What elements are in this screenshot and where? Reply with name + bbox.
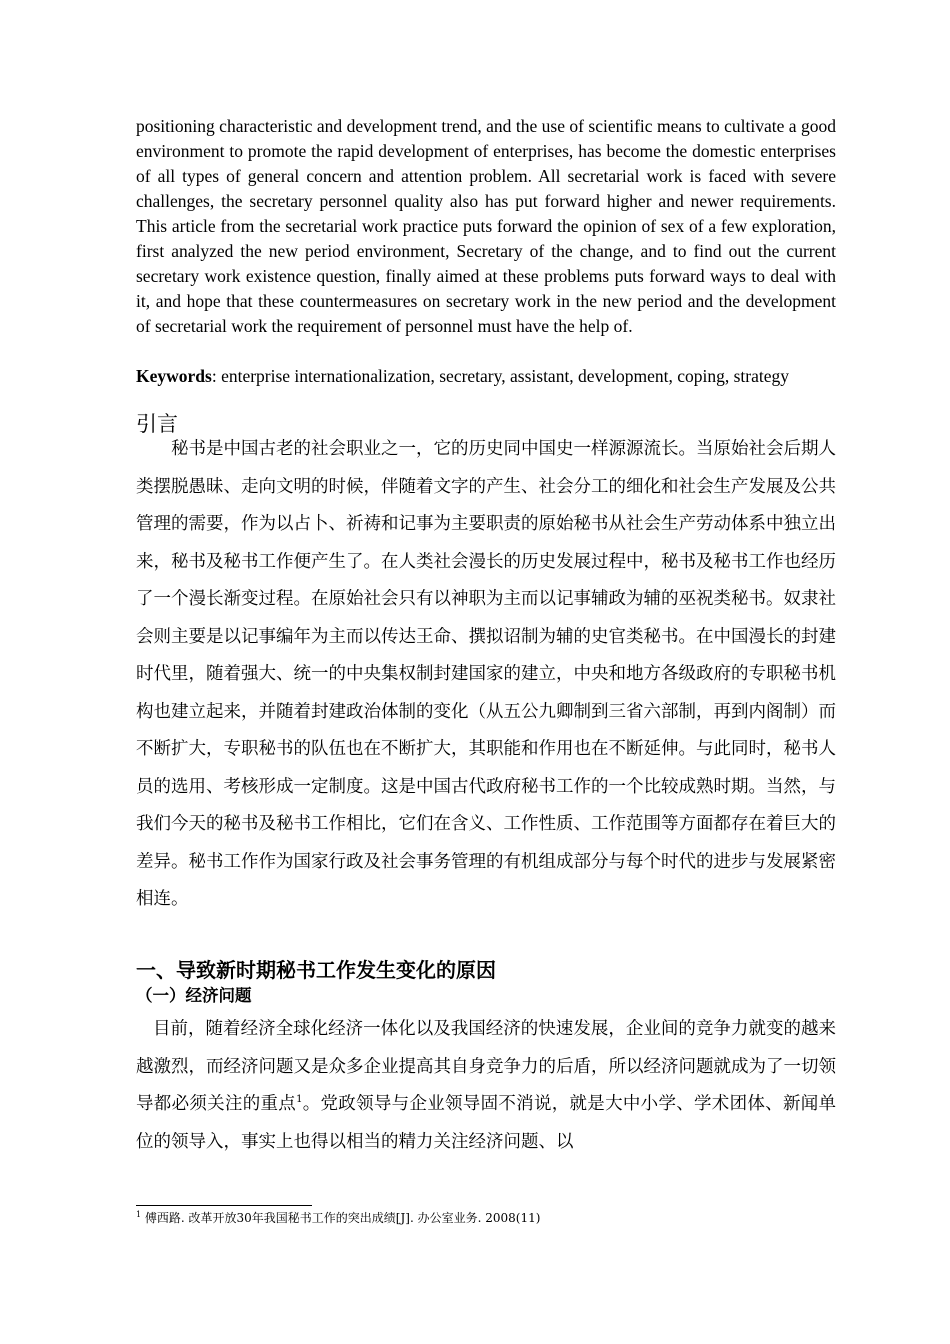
economy-text-after: 。党政领导与企业领导固不消说，就是大中小学、学术团体、新闻单位的领导入，事实上也得以相当的精力关注经济问题、以 — [136, 1094, 837, 1152]
footnote — [136, 1210, 540, 1226]
keywords-text: : enterprise internationalization, secretary, assistant, development, coping, strategy — [211, 366, 789, 386]
keywords-line — [136, 364, 836, 389]
footnote-text: 傅西路. 改革开放30年我国秘书工作的突出成绩[J]. 办公室业务. 2008(11) — [141, 1211, 541, 1225]
keywords-label: Keywords — [136, 366, 212, 386]
abstract-english: positioning characteristic and development trend, and the use of scientific means to cultivate a good environment to promote the rapid development of enterprises, has become the domestic enterprises of all types of general concern and attention problem. All secretarial work is faced with severe challenges, the secretary personnel quality also has put forward higher and newer requirements. This article from the secretarial work practice puts forward the opinion of sex of a few exploration, first analyzed the new period environment, Secretary of the change, and to find out the current secretary work existence question, finally aimed at these problems puts forward ways to deal with it, and hope that these countermeasures on secretary work in the new period and the development of secretarial work the requirement of personnel must have the help of. — [136, 116, 836, 336]
economy-paragraph — [136, 1011, 836, 1161]
footnote-mark: 1 — [136, 1210, 142, 1219]
footnote-separator — [136, 1205, 312, 1206]
economy-text-before: 目前，随着经济全球化经济一体化以及我国经济的快速发展，企业间的竞争力就变的越来越激烈，而经济问题又是众多企业提高其自身竞争力的后盾，所以经济问题就成为了一切领导都必须关注的重点 — [136, 1019, 836, 1114]
footnote-reference[interactable]: 1 — [296, 1094, 303, 1106]
section-heading: 一、导致新时期秘书工作发生变化的原因 — [136, 958, 496, 982]
subsection-heading: （一）经济问题 — [136, 986, 252, 1005]
intro-paragraph: 秘书是中国古老的社会职业之一，它的历史同中国史一样源源流长。当原始社会后期人类摆脱愚昧、走向文明的时候，伴随着文字的产生、社会分工的细化和社会生产发展及公共管理的需要，作为以占卜、祈祷和记事为主要职责的原始秘书从社会生产劳动体系中独立出来，秘书及秘书工作便产生了。在人类社会漫长的历史发展过程中，秘书及秘书工作也经历了一个漫长渐变过程。在原始社会只有以神职为主而以记事辅政为辅的巫祝类秘书。奴隶社会则主要是以记事编年为主而以传达王命、撰拟诏制为辅的史官类秘书。在中国漫长的封建时代里，随着强大、统一的中央集权制封建国家的建立，中央和地方各级政府的专职秘书机构也建立起来，并随着封建政治体制的变化（从五公九卿制到三省六部制，再到内阁制）而不断扩大，专职秘书的队伍也在不断扩大，其职能和作用也在不断延伸。与此同时，秘书人员的选用、考核形成一定制度。这是中国古代政府秘书工作的一个比较成熟时期。当然，与我们今天的秘书及秘书工作相比，它们在含义、工作性质、工作范围等方面都存在着巨大的差异。秘书工作作为国家行政及社会事务管理的有机组成部分与每个时代的进步与发展紧密相连。 — [136, 439, 836, 909]
intro-heading: 引言 — [136, 412, 178, 436]
